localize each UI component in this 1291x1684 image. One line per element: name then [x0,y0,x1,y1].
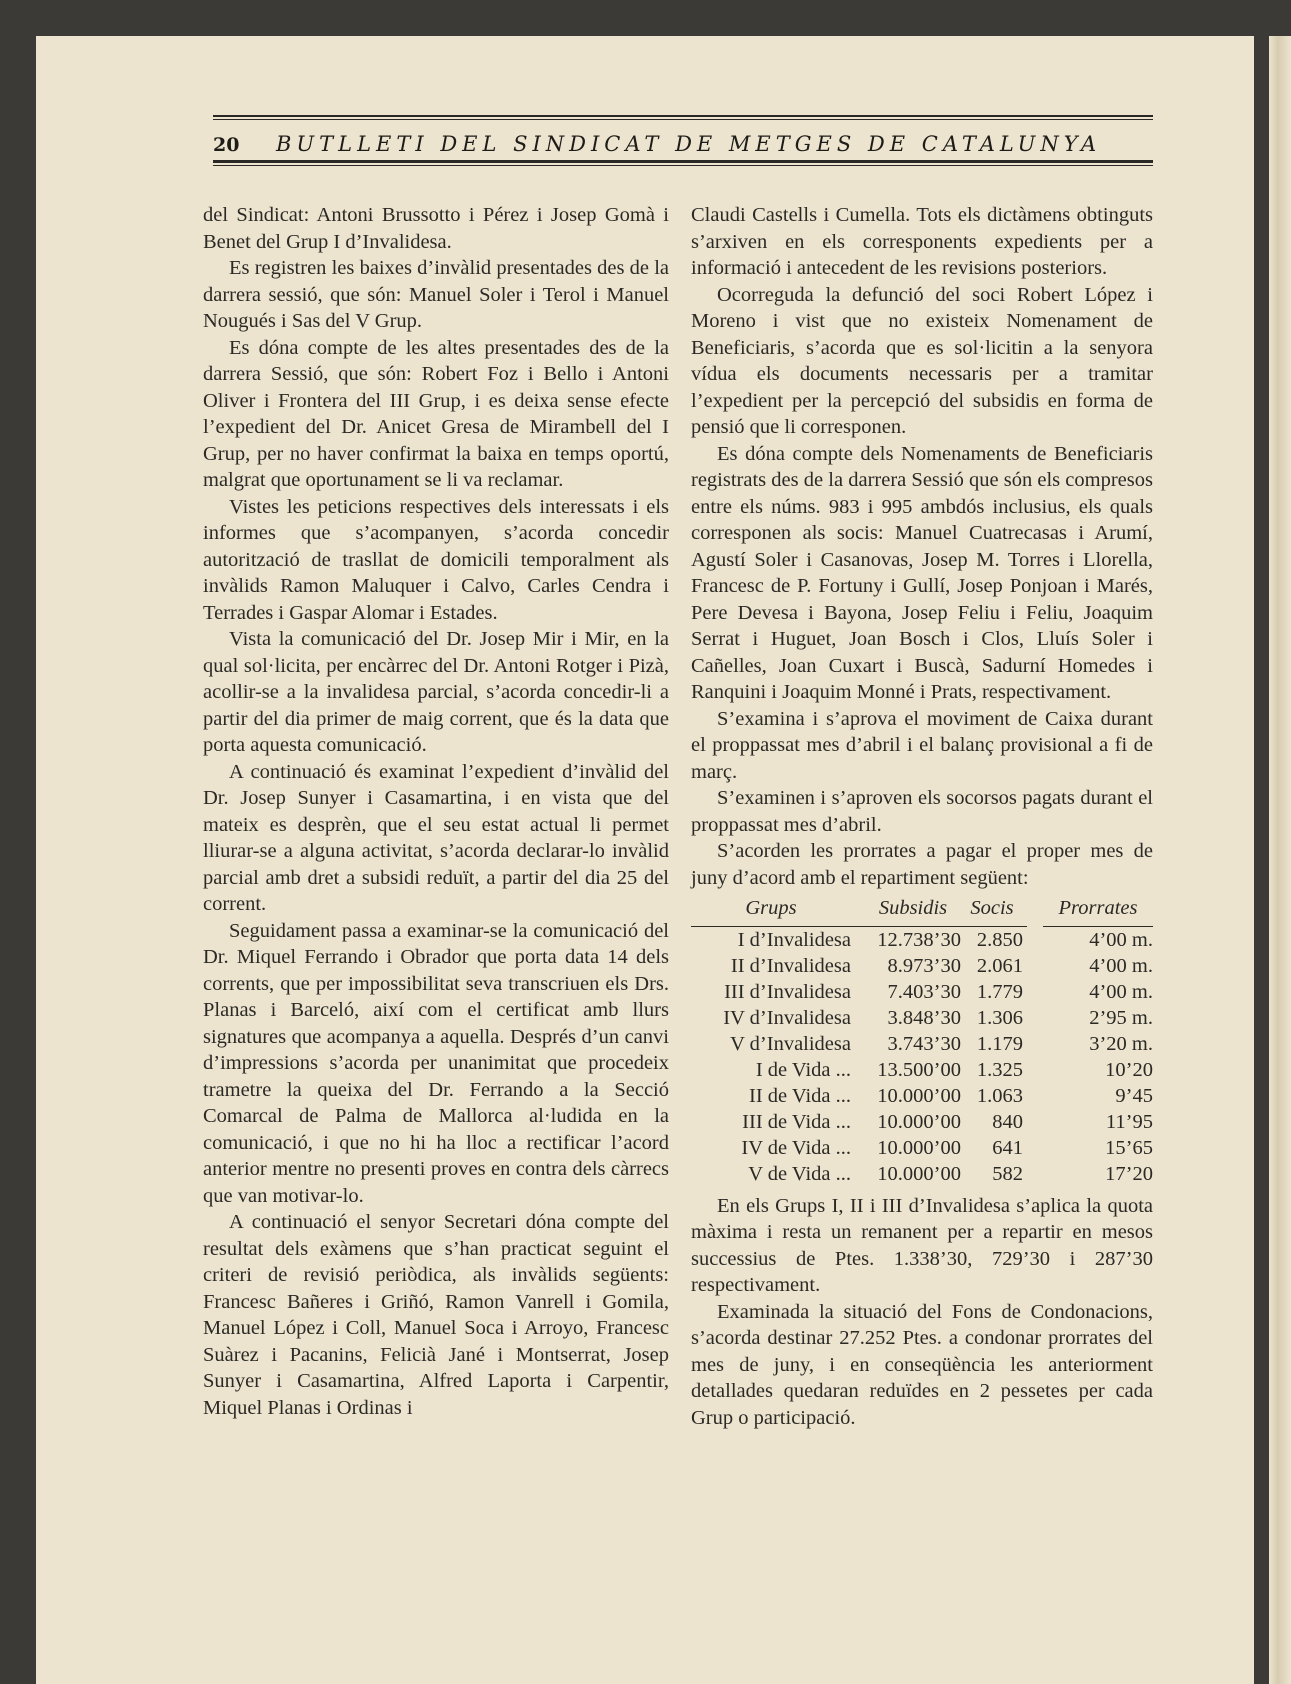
cell-subsidis: 13.500’00 [877,1058,961,1081]
page-number: 20 [213,134,240,156]
page-edge [1269,36,1291,1684]
cell-grup: II de Vida ... [749,1084,851,1107]
paragraph: Examinada la situació del Fons de Condonacions, s’acorda destinar 27.252 Ptes. a condonar prorrates del mes de juny, i en conseqüència les anteriorment detallades quedaran reduïdes en 2 pessetes per cada Grup o participació. [691,1300,1153,1429]
cell-grup: III de Vida ... [742,1110,851,1133]
table-row [691,1005,1153,1031]
column-gap [1027,1083,1043,1109]
cell-grup: I d’Invalidesa [737,928,851,951]
cell-prorrates: 4’00 m. [1089,954,1153,977]
cell-socis: 582 [992,1162,1023,1185]
paragraph: En els Grups I, II i III d’Invalidesa s’aplica la quota màxima i resta un remanent per a repartir en mesos successius de Ptes. 1.338’30, 729’30 i 287’30 respectivament. [691,1194,1153,1296]
header-rule-bottom-thin [213,165,1153,166]
paragraph: S’acorden les prorrates a pagar el proper mes de juny d’acord amb el repartiment següent: [691,840,1153,889]
column-header-prorrates: Prorrates [1043,895,1153,926]
table-body [691,926,1153,1187]
column-gap [1027,1057,1043,1083]
column-gap [1027,926,1043,953]
cell-prorrates: 2’95 m. [1089,1006,1153,1029]
cell-socis: 1.306 [976,1006,1023,1029]
cell-subsidis: 8.973’30 [887,954,961,977]
table-row [691,953,1153,979]
table-row [691,1109,1153,1135]
prorrates-table [691,895,1153,1187]
paragraph: Claudi Castells i Cumella. Tots els dictàmens obtinguts s’arxiven en els corresponents expedients per a informació i antecedent de les revisions posteriors. [691,204,1153,279]
table-row [691,1031,1153,1057]
left-column [203,202,669,1421]
column-gap [1027,1109,1043,1135]
paragraph: S’examinen i s’aproven els socorsos pagats durant el proppassat mes d’abril. [691,787,1153,836]
table-row [691,1083,1153,1109]
column-gap [1027,979,1043,1005]
cell-subsidis: 3.848’30 [887,1006,961,1029]
paragraph: A continuació el senyor Secretari dóna compte del resultat dels exàmens que s’han practicat seguint el criteri de revisió periòdica, als invàlids següents: Francesc Bañeres i Griñó, Ramon Vanrell i Gomila, Manuel López i Coll, Manuel Soca i Arroyo, Francesc Suàrez i Pacanins, Felicià Jané i Montserrat, Josep Sunyer i Casamartina, Alfred Laporta i Carpentir, Miquel Planas i Ordinas i [203,1211,669,1419]
paragraph: Es dóna compte dels Nomenaments de Beneficiaris registrats des de la darrera Sessió que són els compresos entre els núms. 983 i 995 ambdós inclusius, els quals corresponen als socis: Manuel Cuatrecasas i Arumí, Agustí Soler i Casanovas, Josep M. Torres i Llorella, Francesc de P. Fortuny i Gullí, Josep Ponjoan i Marés, Pere Devesa i Bayona, Josep Feliu i Feliu, Joaquim Serrat i Huguet, Joan Bosch i Clos, Lluís Soler i Cañelles, Joan Cuxart i Buscà, Sadurní Homedes i Ranquini i Joaquim Monné i Prats, respectivament. [691,442,1153,703]
cell-socis: 1.179 [976,1032,1023,1055]
cell-prorrates: 4’00 m. [1089,980,1153,1003]
cell-subsidis: 10.000’00 [877,1162,961,1185]
paragraph: S’examina i s’aprova el moviment de Caixa durant el proppassat mes d’abril i el balanç provisional a fi de març. [691,707,1153,783]
cell-prorrates: 15’65 [1105,1136,1153,1159]
column-header-grups: Grups [691,895,865,926]
cell-subsidis: 3.743’30 [887,1032,961,1055]
column-gap [1027,1135,1043,1161]
paragraph: Vistes les peticions respectives dels interessats i els informes que s’acompanyen, s’acorda concedir autorització de trasllat de domicili temporalment als invàlids Ramon Maluquer i Calvo, Carles Cendra i Terrades i Gaspar Alomar i Estades. [203,495,669,624]
cell-subsidis: 12.738’30 [877,928,961,951]
cell-socis: 1.779 [976,980,1023,1003]
cell-prorrates: 9’45 [1115,1084,1153,1107]
paragraph: Es registren les baixes d’invàlid presentades des de la darrera sessió, que són: Manuel Soler i Terol i Manuel Nougués i Sas del V Grup. [203,257,669,332]
cell-grup: III d’Invalidesa [724,980,851,1003]
cell-socis: 840 [992,1110,1023,1133]
paragraph: A continuació és examinat l’expedient d’invàlid del Dr. Josep Sunyer i Casamartina, i en vista que del mateix es desprèn, que el seu estat actual li permet lliurar-se a alguna activitat, s’acorda declarar-lo invàlid parcial amb dret a subsidi reduït, a partir del dia 25 del corrent. [203,760,669,915]
table-header-row [691,895,1153,926]
column-header-subsidis: Subsidis [865,895,961,926]
cell-grup: V de Vida ... [748,1162,851,1185]
paragraph: Vista la comunicació del Dr. Josep Mir i Mir, en la qual sol·licita, per encàrrec del Dr. Antoni Rotger i Pizà, acollir-se a la invalidesa parcial, s’acorda concedir-li a partir del dia primer de maig corrent, que és la data que porta aquesta comunicació. [203,628,669,756]
cell-prorrates: 11’95 [1105,1110,1153,1133]
table-row [691,1057,1153,1083]
column-header-socis: Socis [961,895,1027,926]
cell-grup: II d’Invalidesa [730,954,851,977]
cell-subsidis: 10.000’00 [877,1136,961,1159]
paragraph: del Sindicat: Antoni Brussotto i Pérez i Josep Gomà i Benet del Grup I d’Invalidesa. [203,204,669,253]
cell-grup: I de Vida ... [755,1058,851,1081]
cell-grup: IV de Vida ... [741,1136,851,1159]
column-gap [1027,1161,1043,1187]
column-gap [1027,895,1043,926]
header-rule-top-thin [213,119,1153,120]
paragraph: Es dóna compte de les altes presentades des de la darrera Sessió, que són: Robert Foz i Bello i Antoni Oliver i Frontera del III Grup, i es deixa sense efecte l’expedient del Dr. Anicet Gresa de Mirambell del I Grup, per no haver confirmat la baixa en temps oportú, malgrat que oportunament se li va reclamar. [203,336,669,491]
cell-socis: 1.063 [976,1084,1023,1107]
header-rule-top [213,115,1153,117]
column-gap [1027,1031,1043,1057]
cell-subsidis: 10.000’00 [877,1110,961,1133]
cell-socis: 641 [992,1136,1023,1159]
cell-grup: V d’Invalidesa [730,1032,851,1055]
journal-title: BUTLLETI DEL SINDICAT DE METGES DE CATALUNYA [276,132,1102,156]
right-column [691,202,1153,1431]
cell-subsidis: 7.403’30 [887,980,961,1003]
header-rule-bottom [213,160,1153,163]
paragraph: Ocorreguda la defunció del soci Robert López i Moreno i vist que no existeix Nomenament de Beneficiaris, s’acorda que es sol·licitin a la senyora vídua els documents necessaris per a tramitar l’expedient per la percepció del subsidis en forma de pensió que li corresponen. [691,283,1153,438]
cell-subsidis: 10.000’00 [877,1084,961,1107]
cell-prorrates: 17’20 [1105,1162,1153,1185]
cell-prorrates: 4’00 m. [1089,928,1153,951]
table-row [691,926,1153,953]
cell-prorrates: 3’20 m. [1089,1032,1153,1055]
cell-socis: 1.325 [976,1058,1023,1081]
paragraph: Seguidament passa a examinar-se la comunicació del Dr. Miquel Ferrando i Obrador que porta data 14 dels corrents, que per impossibilitat seva transcriuen els Drs. Planas i Barceló, així com el certificat amb llurs signatures que acompanya a aquella. Després d’un canvi d’impressions s’acorda per unanimitat que procedeix trametre la queixa del Dr. Ferrando a la Secció Comarcal de Palma de Mallorca al·ludida en la comunicació, i que no hi ha lloc a rectificar l’acord anterior mentre no presenti proves en contra dels càrrecs que van motivar-lo. [203,919,669,1207]
cell-prorrates: 10’20 [1105,1058,1153,1081]
cell-socis: 2.061 [976,954,1023,977]
cell-socis: 2.850 [976,928,1023,951]
table-row [691,1135,1153,1161]
column-gap [1027,1005,1043,1031]
cell-grup: IV d’Invalidesa [723,1006,851,1029]
table-row [691,1161,1153,1187]
table-row [691,979,1153,1005]
column-gap [1027,953,1043,979]
